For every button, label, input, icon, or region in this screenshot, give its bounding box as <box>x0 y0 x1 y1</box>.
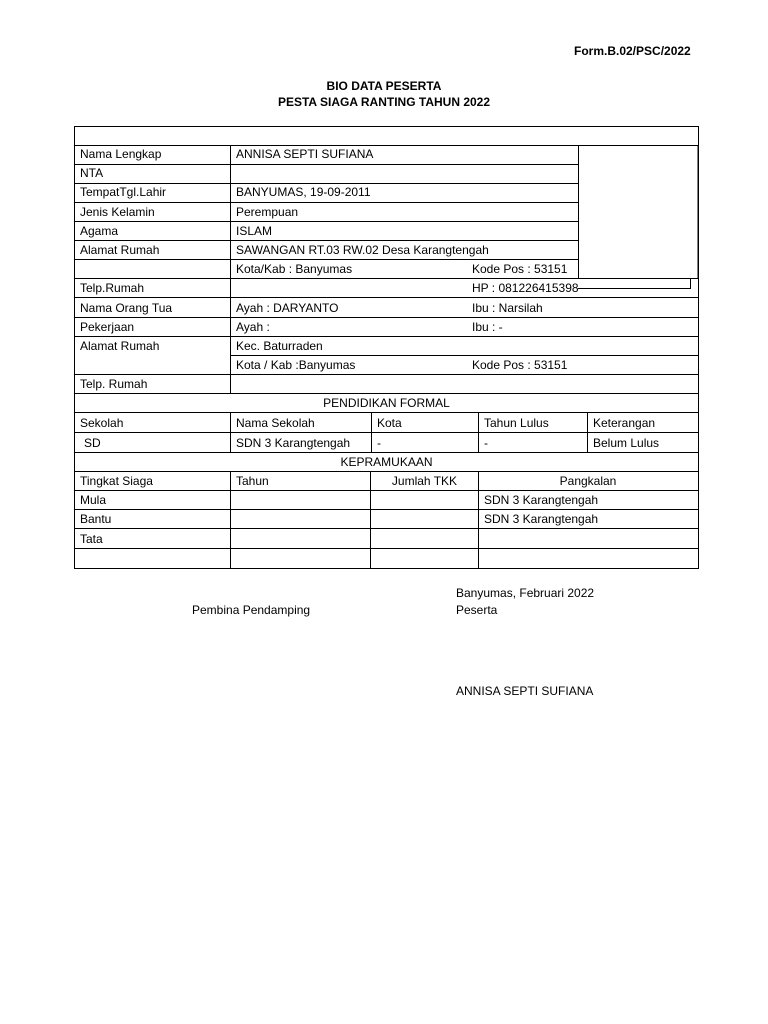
nta-label: NTA <box>80 166 104 180</box>
col-jumlah-tkk: Jumlah TKK <box>391 474 458 488</box>
pangkalan-bantu: SDN 3 Karangtengah <box>484 512 599 526</box>
pekerjaan-ibu: Ibu : - <box>472 320 503 334</box>
col-kota: Kota <box>377 416 402 430</box>
col-sekolah: Sekolah <box>80 416 124 430</box>
kota-value: Kota/Kab : Banyumas <box>236 262 353 276</box>
row-nama-sekolah: SDN 3 Karangtengah <box>236 436 351 450</box>
alamat2-label: Alamat Rumah <box>80 339 160 353</box>
nama-label: Nama Lengkap <box>80 147 162 161</box>
pekerjaan-label: Pekerjaan <box>80 320 135 334</box>
ttl-value: BANYUMAS, 19-09-2011 <box>236 185 371 199</box>
tingkat-bantu: Bantu <box>80 512 112 526</box>
pekerjaan-ayah: Ayah : <box>236 320 270 334</box>
kepramukaan-header: KEPRAMUKAAN <box>340 455 433 469</box>
ayah-value: Ayah : DARYANTO <box>236 301 339 315</box>
alamat-label: Alamat Rumah <box>80 243 160 257</box>
row-tahun-lulus: - <box>484 436 488 450</box>
col-tingkat-siaga: Tingkat Siaga <box>80 474 153 488</box>
row-sekolah: SD <box>84 436 101 450</box>
jenis-kelamin-label: Jenis Kelamin <box>80 205 155 219</box>
kecamatan-value: Kec. Baturraden <box>236 339 323 353</box>
col-pangkalan: Pangkalan <box>559 474 617 488</box>
row-keterangan: Belum Lulus <box>593 436 660 450</box>
col-tahun-lulus: Tahun Lulus <box>484 416 549 430</box>
telp-label: Telp.Rumah <box>80 281 145 295</box>
col-nama-sekolah: Nama Sekolah <box>236 416 315 430</box>
kota2-value: Kota / Kab :Banyumas <box>236 358 356 372</box>
telp2-label: Telp. Rumah <box>80 377 148 391</box>
document-subtitle: PESTA SIAGA RANTING TAHUN 2022 <box>277 95 491 109</box>
document-title: BIO DATA PESERTA <box>326 79 442 93</box>
agama-label: Agama <box>80 224 119 238</box>
hp-value: HP : 081226415398 <box>472 281 579 295</box>
tingkat-tata: Tata <box>80 532 103 546</box>
col-keterangan: Keterangan <box>593 416 656 430</box>
pembina-label: Pembina Pendamping <box>192 603 311 617</box>
tingkat-mula: Mula <box>80 493 107 507</box>
peserta-name: ANNISA SEPTI SUFIANA <box>456 684 594 698</box>
ttl-label: TempatTgl.Lahir <box>80 185 167 199</box>
kodepos-value: Kode Pos : 53151 <box>472 262 568 276</box>
ibu-value: Ibu : Narsilah <box>472 301 543 315</box>
peserta-label: Peserta <box>456 603 498 617</box>
place-date: Banyumas, Februari 2022 <box>456 586 595 600</box>
nama-value: ANNISA SEPTI SUFIANA <box>236 147 374 161</box>
form-code: Form.B.02/PSC/2022 <box>574 44 691 58</box>
orang-tua-label: Nama Orang Tua <box>80 301 173 315</box>
kodepos2-value: Kode Pos : 53151 <box>472 358 568 372</box>
pendidikan-header: PENDIDIKAN FORMAL <box>323 396 450 410</box>
pangkalan-mula: SDN 3 Karangtengah <box>484 493 599 507</box>
jenis-kelamin-value: Perempuan <box>236 205 299 219</box>
alamat-value: SAWANGAN RT.03 RW.02 Desa Karangtengah <box>236 243 489 257</box>
row-kota: - <box>377 436 381 450</box>
agama-value: ISLAM <box>236 224 273 238</box>
col-tahun: Tahun <box>236 474 269 488</box>
